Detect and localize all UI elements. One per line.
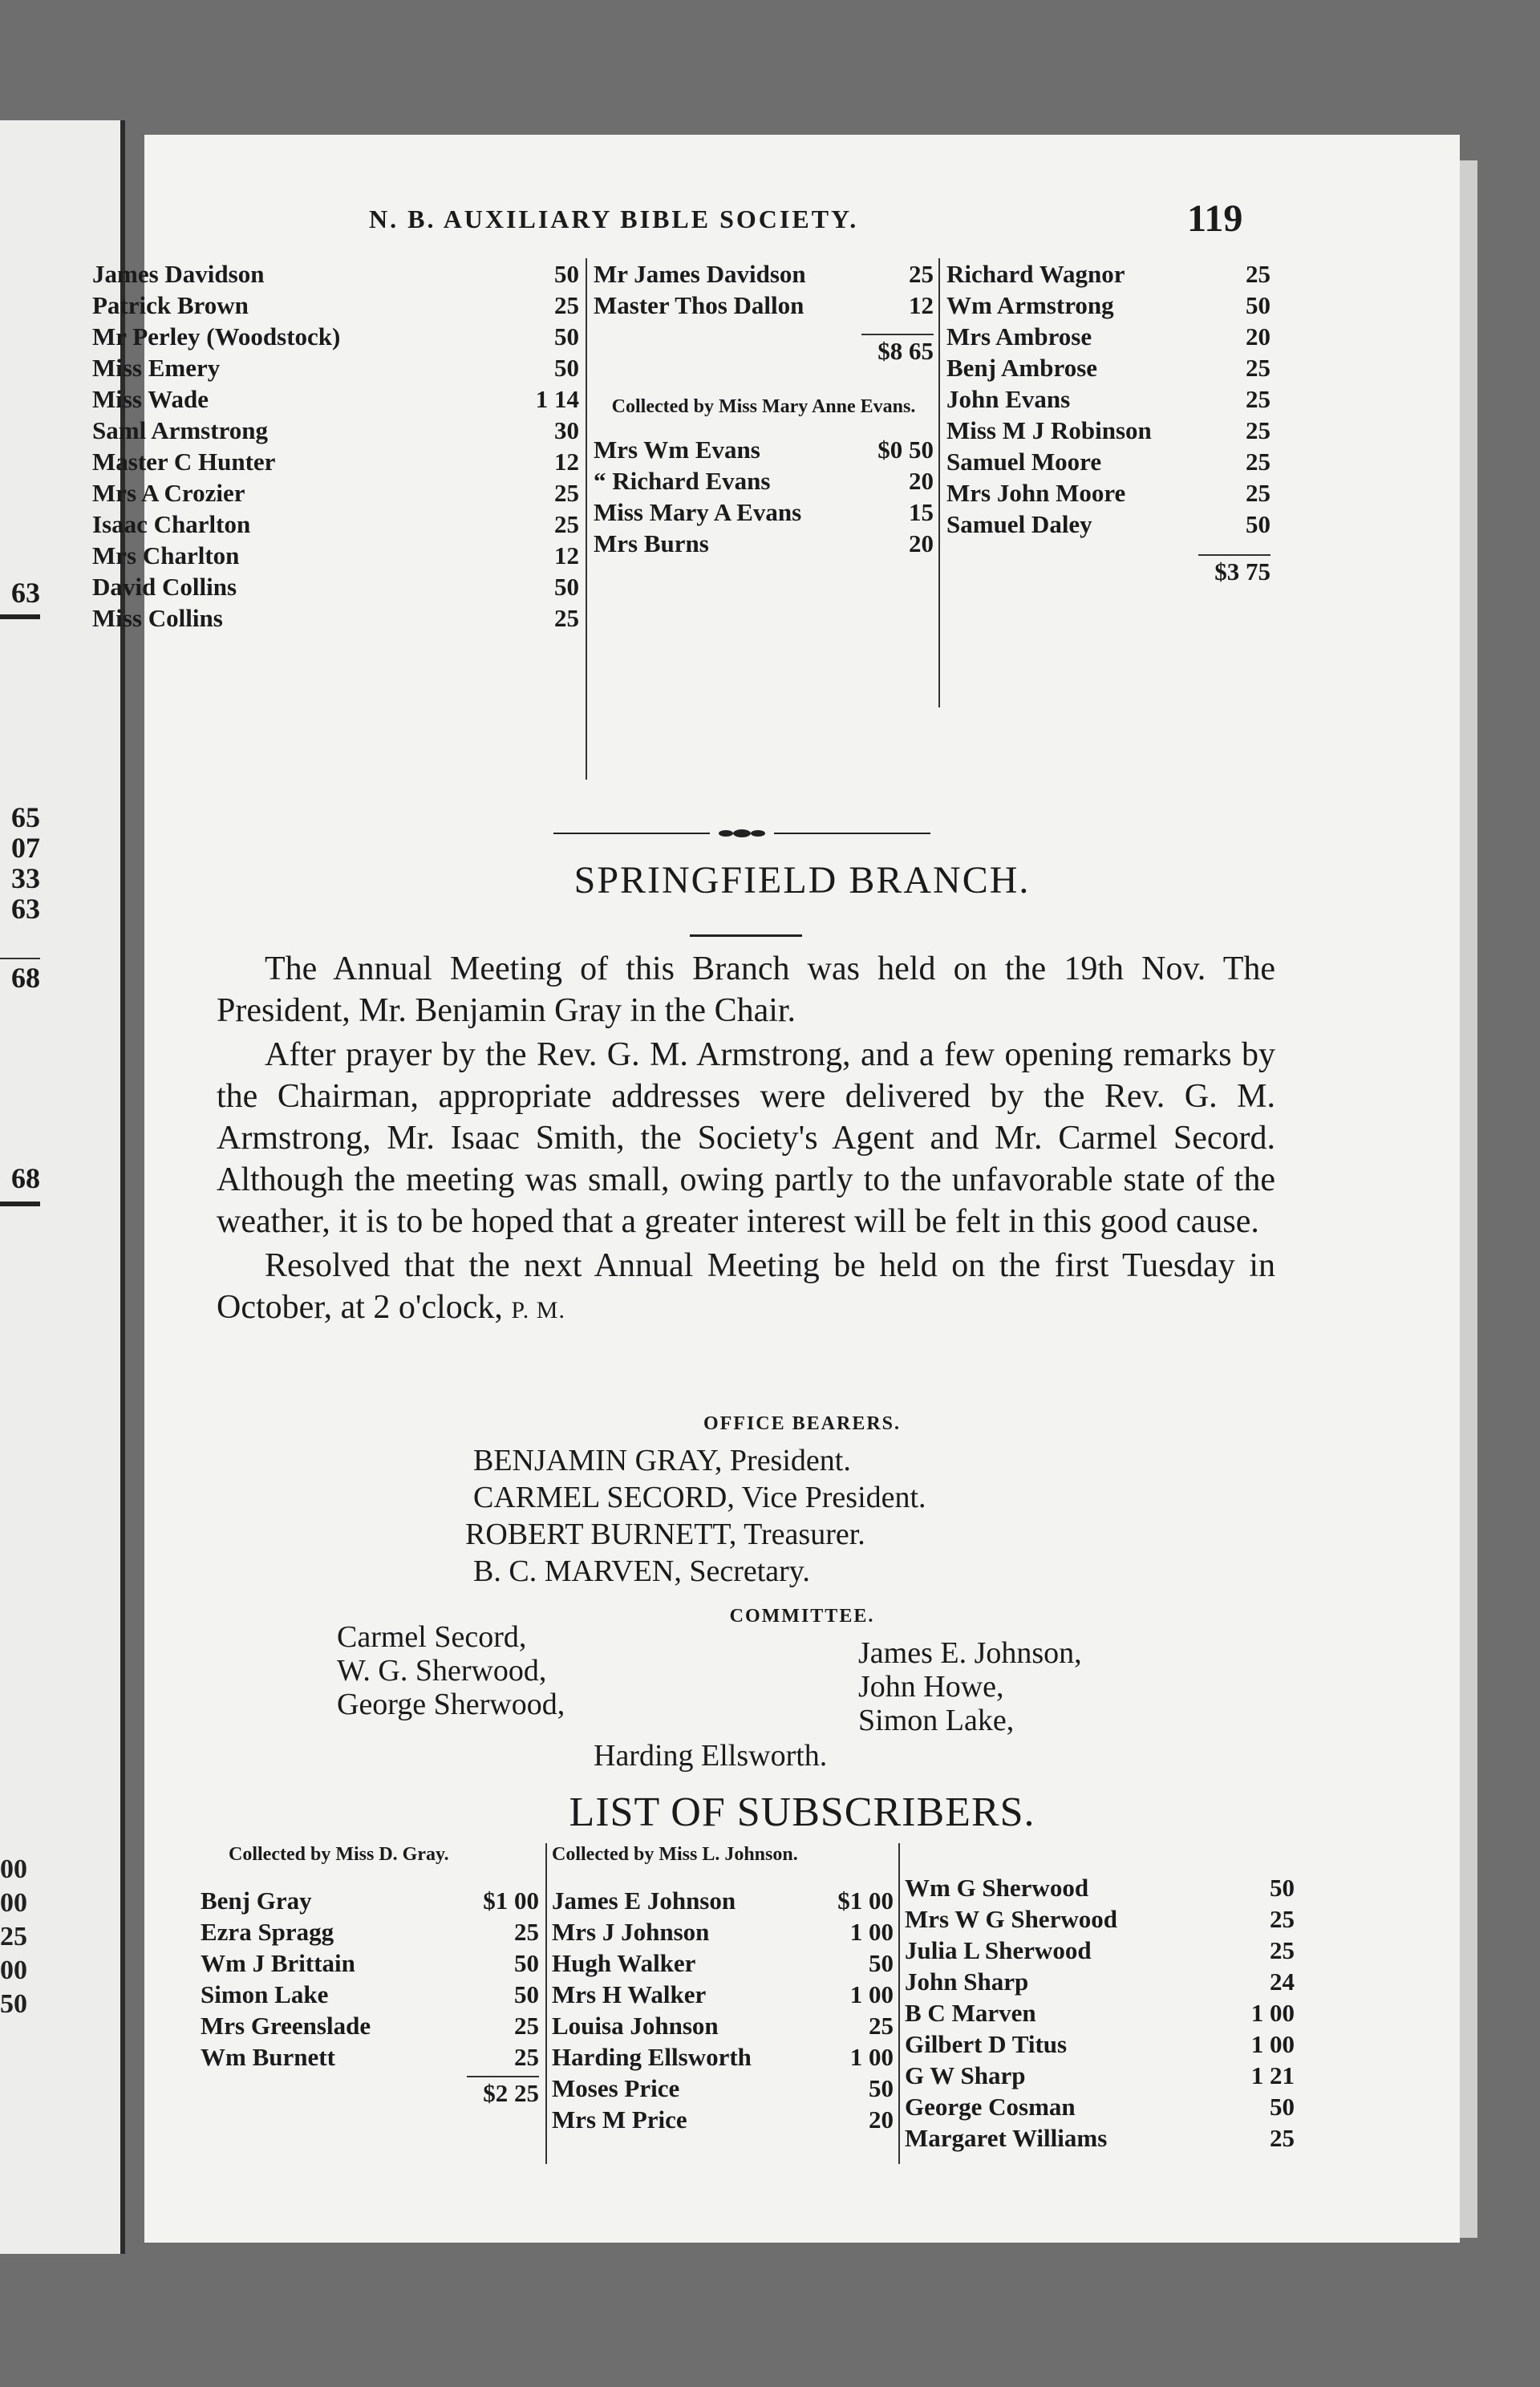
left-rule [0, 614, 40, 619]
subscriber-row [547, 2010, 900, 2041]
subscription-amount: 1 00 [849, 1980, 894, 2008]
title-rule [690, 934, 802, 937]
subscriber-name: Master Thos Dallon [594, 291, 804, 319]
subscription-amount: 50 [554, 322, 579, 351]
subscriber-row [92, 258, 586, 290]
subscription-amount: 50 [554, 573, 579, 601]
subscription-amount: 25 [514, 2043, 539, 2071]
committee-heading: COMMITTEE. [729, 1606, 875, 1627]
left-rule [0, 958, 40, 959]
subscription-amount: 20 [869, 2105, 894, 2134]
subscriber-name: Samuel Moore [946, 448, 1102, 476]
subscription-amount: 25 [1246, 448, 1270, 476]
subscription-amount: 50 [869, 1949, 894, 1977]
subscriber-name: James E Johnson [552, 1886, 736, 1915]
subscriber-row [940, 509, 1277, 540]
subscription-amount: 30 [554, 416, 579, 444]
top-column-1 [92, 258, 586, 634]
subscriber-row [587, 290, 940, 321]
subscription-amount: 1 00 [849, 2043, 894, 2071]
subscriber-row [900, 2060, 1301, 2091]
subscriber-name: Mrs W G Sherwood [905, 1905, 1117, 1933]
subscription-amount: 20 [909, 529, 934, 557]
left-fragment: 33 [11, 862, 40, 894]
subscriber-row [940, 415, 1277, 446]
subscriber-row [92, 352, 586, 383]
committee-member: Simon Lake, [858, 1704, 1015, 1737]
subscriber-name: Master C Hunter [92, 448, 276, 476]
subscriber-name: “ Richard Evans [594, 467, 771, 495]
subscription-amount: 50 [554, 260, 579, 288]
subscription-amount: 25 [554, 479, 579, 507]
subscriber-row [940, 352, 1277, 383]
subscriber-row [900, 2122, 1301, 2154]
subscriber-row [940, 477, 1277, 509]
subscription-amount: 25 [1246, 479, 1270, 507]
subscriber-name: John Sharp [905, 1968, 1029, 1996]
subscription-amount: 12 [909, 291, 934, 319]
subscriber-name: Gilbert D Titus [905, 2030, 1068, 2058]
committee-member: James E. Johnson, [858, 1636, 1082, 1670]
subscription-amount: 12 [554, 541, 579, 569]
subscription-amount: $1 00 [837, 1886, 894, 1915]
subscriber-name: Moses Price [552, 2074, 680, 2102]
subscriber-row [201, 1916, 545, 1947]
left-fragment: 63 [11, 577, 40, 609]
subscriber-column-2 [545, 1843, 900, 2164]
collector-heading: Collected by Miss L. Johnson. [552, 1844, 798, 1865]
branch-title: SPRINGFIELD BRANCH. [573, 859, 1031, 902]
column-total: $3 75 [1214, 557, 1270, 586]
subscriber-name: Mrs John Moore [946, 479, 1126, 507]
subscriber-name: Isaac Charlton [92, 510, 251, 538]
subscriber-row [92, 602, 586, 634]
subscriber-name: Mrs H Walker [552, 1980, 707, 2008]
subscriber-columns [201, 1843, 1295, 2180]
top-subscriber-columns [92, 258, 1270, 780]
subscriber-name: Mrs Ambrose [946, 322, 1092, 351]
subscriber-row [547, 2041, 900, 2073]
subscriber-row [587, 434, 940, 465]
committee-member: John Howe, [858, 1670, 1004, 1704]
subscriber-name: Miss Emery [92, 354, 221, 382]
subscriber-row [92, 383, 586, 415]
subscriber-name: B C Marven [905, 1999, 1036, 2027]
subscription-amount: 25 [1246, 260, 1270, 288]
subscriber-row [92, 446, 586, 477]
subscription-amount: 50 [514, 1980, 539, 2008]
report-paragraph: The Annual Meeting of this Branch was held on the 19th Nov. The President, Mr. Benjamin Gray in the Chair. [217, 950, 1275, 1029]
subscription-amount: 1 00 [849, 1918, 894, 1946]
subscriber-name: Margaret Williams [905, 2124, 1108, 2152]
subscriber-name: Miss Wade [92, 385, 209, 413]
subscriber-name: G W Sharp [905, 2061, 1026, 2089]
subscriber-row [587, 465, 940, 496]
subscription-amount: 25 [554, 291, 579, 319]
subscriber-name: Benj Gray [201, 1886, 312, 1915]
subscriber-row [900, 2091, 1301, 2122]
subscription-amount: 12 [554, 448, 579, 476]
subscription-amount: 50 [869, 2074, 894, 2102]
subscriber-name: Mrs Burns [594, 529, 709, 557]
subscriber-row [92, 571, 586, 602]
subscriber-row [547, 2073, 900, 2104]
subscriber-row [900, 1872, 1301, 1903]
subscriber-name: Wm Burnett [201, 2043, 335, 2071]
subscription-amount: 25 [554, 604, 579, 632]
top-column-2 [586, 258, 940, 780]
subscriber-name: Miss Mary A Evans [594, 498, 802, 526]
subscriber-row [900, 2028, 1301, 2060]
subscriber-row [92, 540, 586, 571]
subscription-amount: 50 [1246, 510, 1270, 538]
committee-list [337, 1620, 1219, 1781]
committee-member: Carmel Secord, [337, 1620, 527, 1654]
running-head [369, 197, 1243, 240]
subscriber-name: Mrs Greenslade [201, 2012, 371, 2040]
subscription-amount: 50 [1246, 291, 1270, 319]
subscription-amount: 1 00 [1250, 2030, 1295, 2058]
subscriber-name: Harding Ellsworth [552, 2043, 752, 2071]
subscriber-name: Mrs Wm Evans [594, 436, 760, 464]
subscription-amount: 25 [514, 1918, 539, 1946]
subscriber-row [92, 415, 586, 446]
subscriber-row [92, 290, 586, 321]
subscription-amount: 25 [514, 2012, 539, 2040]
subscriber-row [92, 477, 586, 509]
subscriber-name: George Cosman [905, 2093, 1076, 2121]
subscription-amount: 20 [909, 467, 934, 495]
subscriber-row [547, 1885, 900, 1916]
subscriber-row [547, 1916, 900, 1947]
subscriber-row [940, 321, 1277, 352]
subscriber-row [587, 258, 940, 290]
subscriber-row [201, 2010, 545, 2041]
subscriber-name: Miss M J Robinson [946, 416, 1152, 444]
subscriber-row [587, 528, 940, 559]
subscriber-row [940, 446, 1277, 477]
ornament-rule [553, 829, 930, 837]
subscription-amount: $1 00 [483, 1886, 539, 1915]
subscription-amount: 25 [869, 2012, 894, 2040]
subscriber-row [940, 383, 1277, 415]
left-rule [0, 1202, 40, 1206]
page-number: 119 [1187, 197, 1243, 240]
top-column-3 [938, 258, 1277, 707]
subscriber-row [900, 1903, 1301, 1935]
subscriber-name: Benj Ambrose [946, 354, 1098, 382]
subscriber-name: Mrs A Crozier [92, 479, 245, 507]
subscriber-row [547, 1979, 900, 2010]
subscription-amount: 15 [909, 498, 934, 526]
subscriber-row [201, 2041, 545, 2073]
committee-member: Harding Ellsworth. [594, 1739, 828, 1773]
subscriber-name: Mrs J Johnson [552, 1918, 710, 1946]
subscriber-row [900, 1935, 1301, 1966]
left-fragment: 65 [11, 801, 40, 833]
subscriber-name: Hugh Walker [552, 1949, 696, 1977]
subscription-amount: 50 [1270, 1874, 1295, 1902]
subscriber-name: Ezra Spragg [201, 1918, 334, 1946]
subscriber-name: Mrs Charlton [92, 541, 240, 569]
subscription-amount: 25 [1270, 1905, 1295, 1933]
subscriber-name: Miss Collins [92, 604, 223, 632]
subscriber-name: Mrs M Price [552, 2105, 687, 2134]
subscriber-name: Patrick Brown [92, 291, 249, 319]
subscription-amount: 24 [1270, 1968, 1295, 1996]
officer: CARMEL SECORD, Vice President. [473, 1481, 926, 1514]
officer: B. C. MARVEN, Secretary. [473, 1554, 810, 1588]
subscription-amount: 50 [514, 1949, 539, 1977]
subscriber-column-3 [898, 1843, 1301, 2164]
subscriber-row [201, 1979, 545, 2010]
running-title: N. B. AUXILIARY BIBLE SOCIETY. [369, 205, 859, 233]
subscriber-row [92, 321, 586, 352]
subscriber-row [900, 1997, 1301, 2028]
subscriber-name: Richard Wagnor [946, 260, 1125, 288]
subscription-amount: 1 00 [1250, 1999, 1295, 2027]
subscriber-row [92, 509, 586, 540]
subscriber-row [940, 258, 1277, 290]
subscription-amount: 25 [1270, 1936, 1295, 1964]
subscriber-name: James Davidson [92, 260, 265, 288]
committee-member: W. G. Sherwood, [337, 1654, 547, 1688]
subscriber-name: Julia L Sherwood [905, 1936, 1092, 1964]
subscription-amount: 1 14 [535, 385, 579, 413]
left-fragment: 68 [11, 962, 40, 994]
subscription-amount: 25 [1246, 354, 1270, 382]
subscriber-column-1 [201, 1843, 545, 2109]
left-edge-digits: 00 00 25 00 50 [0, 1854, 27, 2019]
column-total: $8 65 [877, 337, 934, 365]
subscriber-name: Wm J Brittain [201, 1949, 355, 1977]
subscriber-row [900, 1966, 1301, 1997]
subscriber-name: Louisa Johnson [552, 2012, 719, 2040]
subscription-amount: 20 [1246, 322, 1270, 351]
subscriber-name: Mr Perley (Woodstock) [92, 322, 341, 351]
subscription-amount: 25 [1246, 385, 1270, 413]
column-total: $2 25 [483, 2079, 539, 2107]
left-fragment: 63 [11, 893, 40, 925]
subscriber-name: Samuel Daley [946, 510, 1092, 538]
committee-member: George Sherwood, [337, 1688, 565, 1721]
list-title: LIST OF SUBSCRIBERS. [569, 1789, 1035, 1835]
left-fragment: 07 [11, 832, 40, 864]
subscription-amount: 50 [1270, 2093, 1295, 2121]
page-edge [1460, 160, 1477, 2238]
subscription-amount: 1 21 [1250, 2061, 1295, 2089]
subscriber-name: David Collins [92, 573, 237, 601]
subscriber-name: Saml Armstrong [92, 416, 269, 444]
collector-heading: Collected by Miss D. Gray. [229, 1844, 449, 1865]
officer: ROBERT BURNETT, Treasurer. [465, 1518, 865, 1551]
resolution-paragraph: Resolved that the next Annual Meeting be held on the first Tuesday in October, at 2 o'clock, P. M. [217, 1247, 1275, 1326]
subscription-amount: 25 [554, 510, 579, 538]
subscriber-name: Wm G Sherwood [905, 1874, 1089, 1902]
officer: BENJAMIN GRAY, President. [473, 1444, 851, 1477]
subscription-amount: 50 [554, 354, 579, 382]
branch-report [217, 948, 1275, 1334]
subscription-amount: 25 [1270, 2124, 1295, 2152]
collector-heading: Collected by Miss Mary Anne Evans. [611, 396, 916, 417]
subscriber-row [547, 1947, 900, 1979]
subscriber-row [201, 1947, 545, 1979]
subscriber-name: Mr James Davidson [594, 260, 806, 288]
subscriber-name: John Evans [946, 385, 1071, 413]
office-bearers [465, 1442, 1107, 1590]
subscriber-name: Wm Armstrong [946, 291, 1114, 319]
subscriber-row [940, 290, 1277, 321]
subscriber-row [587, 496, 940, 528]
subscription-amount: 25 [909, 260, 934, 288]
subscription-amount: $0 50 [877, 436, 934, 464]
subscriber-name: Simon Lake [201, 1980, 329, 2008]
left-fragment: 68 [11, 1162, 40, 1194]
subscriber-row [547, 2104, 900, 2135]
report-paragraph: After prayer by the Rev. G. M. Armstrong, and a few opening remarks by the Chairman, appropriate addresses were delivered by the Rev. G. M. Armstrong, Mr. Isaac Smith, the Society's Agent and Mr. Carmel Secord. Although the meeting was small, owing partly to the unfavorable state of the weather, it is to be hoped that a greater interest will be felt in this good cause. [217, 1036, 1275, 1240]
subscriber-row [201, 1885, 545, 1916]
subscription-amount: 25 [1246, 416, 1270, 444]
office-bearers-heading: OFFICE BEARERS. [703, 1413, 902, 1434]
